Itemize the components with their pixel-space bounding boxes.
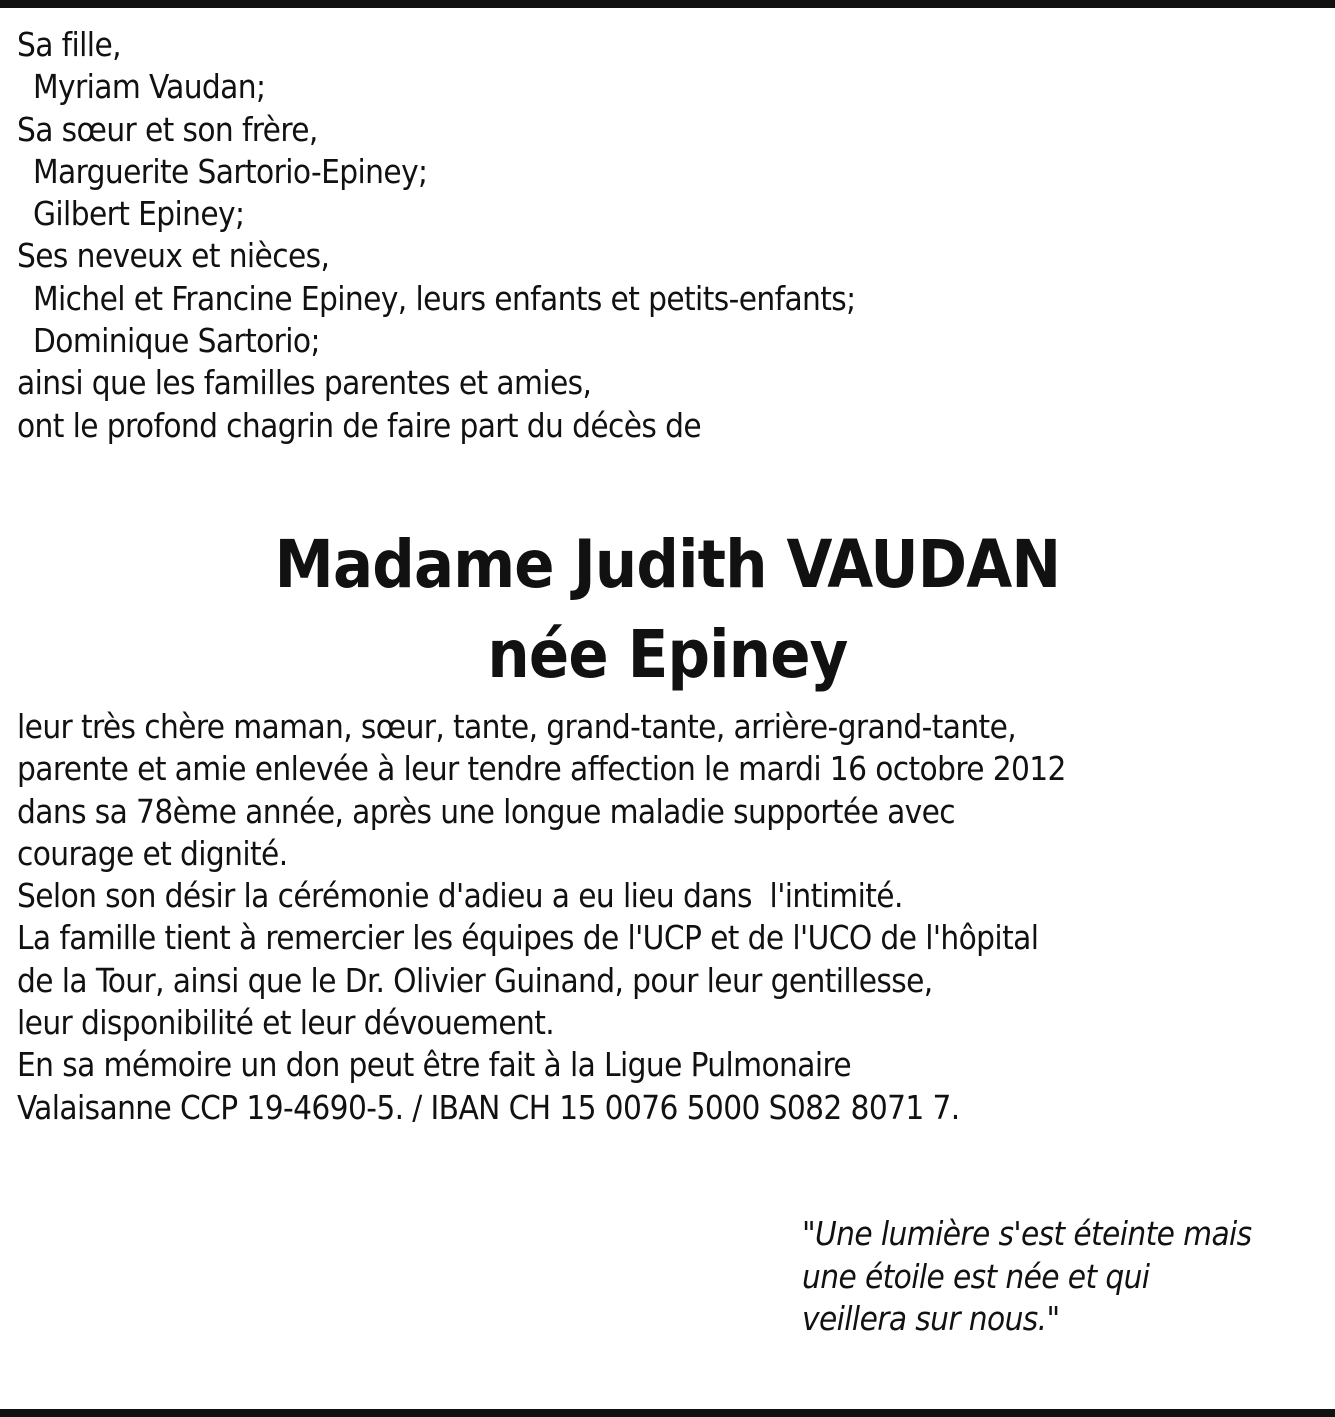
- family-line: Dominique Sartorio;: [33, 321, 320, 361]
- quote-line: "Une lumière s'est éteinte mais: [802, 1214, 1252, 1253]
- body-line: La famille tient à remercier les équipes de l'UCP et de l'UCO de l'hôpital: [17, 918, 1039, 958]
- top-border-rule: [0, 0, 1335, 8]
- memorial-quote: [802, 1213, 1322, 1341]
- family-line: Gilbert Epiney;: [33, 194, 245, 234]
- deceased-name: Madame Judith VAUDAN: [274, 526, 1061, 603]
- announcement-body: [17, 706, 1317, 1129]
- family-line: Ses neveux et nièces,: [17, 236, 330, 276]
- family-line: Marguerite Sartorio-Epiney;: [33, 151, 428, 191]
- body-line: dans sa 78ème année, après une longue maladie supportée avec: [17, 791, 956, 831]
- family-line: Myriam Vaudan;: [33, 67, 266, 107]
- family-line: ont le profond chagrin de faire part du décès de: [17, 405, 702, 445]
- body-line: leur très chère maman, sœur, tante, grand-tante, arrière-grand-tante,: [17, 707, 1017, 746]
- quote-line: une étoile est née et qui: [802, 1256, 1150, 1296]
- bottom-border-rule: [0, 1409, 1335, 1417]
- body-line: Selon son désir la cérémonie d'adieu a eu lieu dans l'intimité.: [17, 876, 903, 916]
- body-line: En sa mémoire un don peut être fait à la Ligue Pulmonaire: [17, 1045, 852, 1085]
- family-list: [17, 24, 1317, 447]
- deceased-name-block: [0, 520, 1335, 700]
- family-line: Michel et Francine Epiney, leurs enfants et petits-enfants;: [33, 278, 856, 318]
- family-line: ainsi que les familles parentes et amies,: [17, 363, 592, 403]
- body-line: Valaisanne CCP 19-4690-5. / IBAN CH 15 0076 5000 S082 8071 7.: [17, 1087, 960, 1127]
- body-line: parente et amie enlevée à leur tendre affection le mardi 16 octobre 2012: [17, 749, 1066, 789]
- family-line: Sa fille,: [17, 25, 121, 64]
- deceased-maiden-name: née Epiney: [487, 616, 848, 693]
- body-line: leur disponibilité et leur dévouement.: [17, 1003, 555, 1043]
- body-line: de la Tour, ainsi que le Dr. Olivier Guinand, pour leur gentillesse,: [17, 960, 933, 1000]
- family-line: Sa sœur et son frère,: [17, 109, 318, 149]
- quote-line: veillera sur nous.": [802, 1299, 1060, 1338]
- body-line: courage et dignité.: [17, 833, 288, 873]
